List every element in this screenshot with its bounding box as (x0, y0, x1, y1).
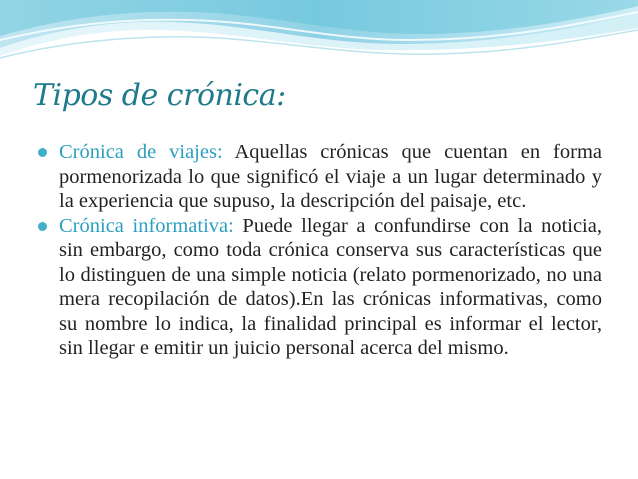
decorative-wave-header (0, 0, 638, 80)
item-term: Crónica de viajes: (59, 141, 223, 163)
slide-title: Tipos de crónica: (33, 78, 286, 113)
list-item (37, 140, 602, 214)
bullet-dot-icon (38, 148, 47, 157)
bullet-dot-icon (38, 222, 47, 231)
list-item (37, 214, 602, 361)
bullet-list (37, 140, 602, 361)
item-text: Puede llegar a confundirse con la noticia, sin embargo, como toda crónica conserva sus características que lo distinguen de una simple noticia (relato pormenorizado, no una mera recopilación de datos).En las crónicas informativas, como su nombre lo indica, la finalidad principal es informar el lector, sin llegar e emitir un juicio personal acerca del mismo. (59, 214, 602, 359)
item-text: Aquellas crónicas que cuentan en forma pormenorizada lo que significó el viaje a un lugar determinado y la experiencia que supuso, la descripción del paisaje, etc. (59, 141, 602, 212)
item-term: Crónica informativa: (59, 214, 234, 237)
